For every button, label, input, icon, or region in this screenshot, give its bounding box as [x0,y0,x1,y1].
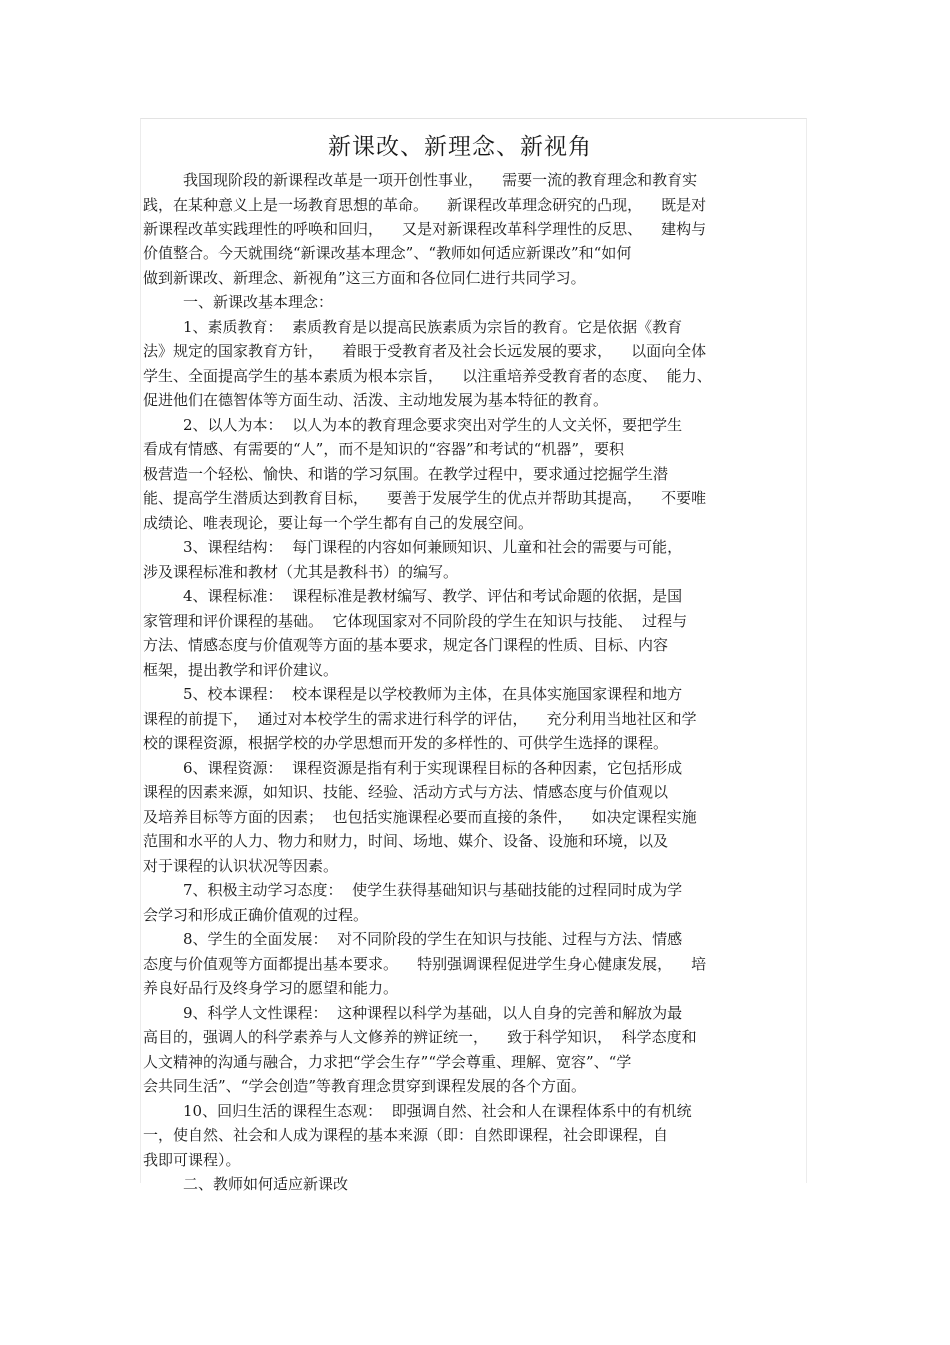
paragraph-line: 4、课程标准： 课程标准是教材编写、教学、评估和考试命题的依据，是国 [183,587,683,605]
paragraph-line: 3、课程结构： 每门课程的内容如何兼顾知识、儿童和社会的需要与可能， [183,538,683,556]
paragraph-line: 及培养目标等方面的因素； 也包括实施课程必要而直接的条件， 如决定课程实施 [143,808,697,826]
paragraph-line: 家管理和评价课程的基础。 它体现国家对不同阶段的学生在知识与技能、 过程与 [143,612,688,630]
paragraph-line: 养良好品行及终身学习的愿望和能力。 [143,979,399,997]
paragraph-line: 践，在某种意义上是一场教育思想的革命。 新课程改革理念研究的凸现， 既是对 [143,196,707,214]
paragraph-line: 会共同生活”、“学会创造”等教育理念贯穿到课程发展的各个方面。 [143,1077,587,1095]
paragraph-line: 做到新课改、新理念、新视角”这三方面和各位同仁进行共同学习。 [143,269,586,287]
paragraph-line: 框架，提出教学和评价建议。 [143,661,339,679]
paragraph-line: 会学习和形成正确价值观的过程。 [143,906,369,924]
paragraph-line: 一，使自然、社会和人成为课程的基本来源（即：自然即课程，社会即课程，自 [143,1126,669,1144]
section-heading: 二、教师如何适应新课改 [183,1175,349,1193]
paragraph-line: 对于课程的认识状况等因素。 [143,857,339,875]
paragraph-line: 学生、全面提高学生的基本素质为根本宗旨， 以注重培养受教育者的态度、 能力、 [143,367,712,385]
paragraph-line: 态度与价值观等方面都提出基本要求。 特别强调课程促进学生身心健康发展， 培 [143,955,707,973]
paragraph-line: 能、提高学生潜质达到教育目标， 要善于发展学生的优点并帮助其提高， 不要唯 [143,489,707,507]
paragraph-line: 价值整合。今天就围绕“新课改基本理念”、“教师如何适应新课改”和“如何 [143,244,632,262]
paragraph-line: 成绩论、唯表现论，要让每一个学生都有自己的发展空间。 [143,514,534,532]
paragraph-line: 5、校本课程： 校本课程是以学校教师为主体，在具体实施国家课程和地方 [183,685,683,703]
paragraph-line: 7、积极主动学习态度： 使学生获得基础知识与基础技能的过程同时成为学 [183,881,683,899]
paragraph-line: 6、课程资源： 课程资源是指有利于实现课程目标的各种因素，它包括形成 [183,759,683,777]
paragraph-line: 我国现阶段的新课程改革是一项开创性事业， 需要一流的教育理念和教育实 [183,171,698,189]
paragraph-line: 新课程改革实践理性的呼唤和回归， 又是对新课程改革科学理性的反思、 建构与 [143,220,707,238]
paragraph-line: 课程的因素来源，如知识、技能、经验、活动方式与方法、情感态度与价值观以 [143,783,669,801]
paragraph-line: 促进他们在德智体等方面生动、活泼、主动地发展为基本特征的教育。 [143,391,609,409]
paragraph-line: 10、回归生活的课程生态观： 即强调自然、社会和人在课程体系中的有机统 [183,1102,692,1120]
paragraph-line: 9、科学人文性课程： 这种课程以科学为基础，以人自身的完善和解放为最 [183,1004,683,1022]
paragraph-line: 人文精神的沟通与融合，力求把“学会生存”“学会尊重、理解、宽容”、“学 [143,1053,632,1071]
paragraph-line: 范围和水平的人力、物力和财力，时间、场地、媒介、设备、设施和环境，以及 [143,832,669,850]
paragraph-line: 校的课程资源，根据学校的办学思想而开发的多样性的、可供学生选择的课程。 [143,734,669,752]
page-title: 新课改、新理念、新视角 [328,134,592,160]
paragraph-line: 8、学生的全面发展： 对不同阶段的学生在知识与技能、过程与方法、情感 [183,930,683,948]
paragraph-line: 方法、情感态度与价值观等方面的基本要求，规定各门课程的性质、目标、内容 [143,636,669,654]
paragraph-line: 极营造一个轻松、愉快、和谐的学习氛围。在教学过程中，要求通过挖掘学生潜 [143,465,669,483]
paragraph-line: 课程的前提下， 通过对本校学生的需求进行科学的评估， 充分利用当地社区和学 [143,710,697,728]
paragraph-line: 看成有情感、有需要的“人”，而不是知识的“容器”和考试的“机器”，要积 [143,440,625,458]
paragraph-line: 高目的，强调人的科学素养与人文修养的辨证统一， 致于科学知识， 科学态度和 [143,1028,697,1046]
paragraph-line: 2、以人为本： 以人为本的教育理念要求突出对学生的人文关怀，要把学生 [183,416,683,434]
paragraph-line: 法》规定的国家教育方针， 着眼于受教育者及社会长远发展的要求， 以面向全体 [143,342,707,360]
paragraph-line: 1、素质教育： 素质教育是以提高民族素质为宗旨的教育。它是依据《教育 [183,318,683,336]
paragraph-line: 我即可课程）。 [143,1151,241,1169]
section-heading: 一、新课改基本理念： [183,293,334,311]
paragraph-line: 涉及课程标准和教材（尤其是教科书）的编写。 [143,563,459,581]
